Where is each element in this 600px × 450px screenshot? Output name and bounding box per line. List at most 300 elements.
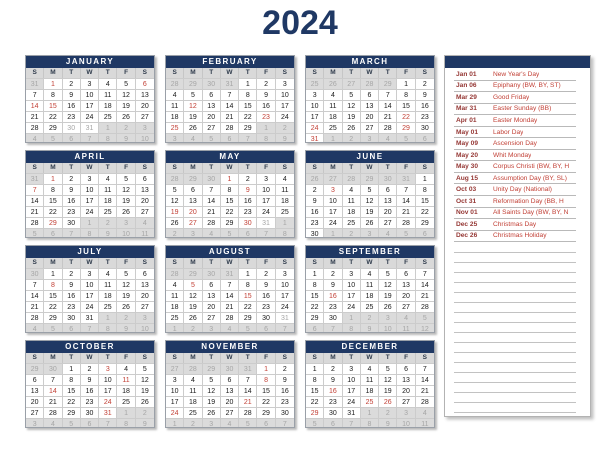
date-cell-adjacent-month: 11: [416, 418, 434, 428]
date-cell: 29: [44, 122, 62, 134]
date-row: [166, 374, 294, 385]
holiday-name: New Year's Day: [493, 70, 540, 78]
weekday-label: S: [422, 164, 428, 171]
holiday-name: Assumption Day (BY, SL): [493, 174, 567, 182]
date-cell: 22: [239, 301, 257, 313]
holiday-row: [454, 115, 576, 127]
date-cell: 20: [136, 100, 154, 112]
holiday-row: [454, 69, 576, 81]
date-cell-adjacent-month: 2: [117, 122, 135, 134]
date-cell-adjacent-month: 4: [379, 133, 397, 143]
weekday-label: S: [166, 258, 184, 268]
date-cell: 16: [63, 100, 81, 112]
date-cell: 16: [416, 100, 434, 112]
date-cell: 10: [324, 195, 342, 207]
month-title: FEBRUARY: [166, 56, 294, 68]
date-cell: 24: [343, 396, 361, 408]
weekday-label: F: [117, 258, 135, 268]
date-cell: 2: [63, 173, 81, 185]
date-cell-adjacent-month: 6: [416, 228, 434, 238]
date-cell: 19: [379, 290, 397, 302]
date-cell: 3: [276, 268, 294, 280]
weekday-header-row: [26, 68, 154, 78]
date-cell: 13: [203, 100, 221, 112]
date-cell: 26: [117, 111, 135, 123]
date-cell-adjacent-month: 9: [361, 323, 379, 333]
date-cell: 5: [136, 363, 154, 375]
date-cell: 17: [166, 396, 184, 408]
date-cell-adjacent-month: 2: [136, 407, 154, 419]
date-cell-adjacent-month: 6: [257, 323, 275, 333]
date-cell-adjacent-month: 9: [136, 418, 154, 428]
date-cell: 6: [136, 268, 154, 280]
date-cell: 7: [221, 89, 239, 101]
date-cell: 9: [276, 374, 294, 386]
date-cell: 12: [117, 184, 135, 196]
date-cell: 21: [26, 301, 44, 313]
date-row: [166, 290, 294, 301]
date-row: [166, 268, 294, 279]
date-cell: 11: [184, 385, 202, 397]
date-cell-adjacent-month: 29: [379, 78, 397, 90]
holiday-name: Christmas Day: [493, 220, 537, 228]
date-cell: 4: [343, 184, 361, 196]
date-cell-adjacent-month: 9: [117, 323, 135, 333]
date-cell-adjacent-month: 29: [184, 268, 202, 280]
date-cell-adjacent-month: 7: [276, 323, 294, 333]
date-cell: 23: [257, 301, 275, 313]
date-cell: 14: [239, 385, 257, 397]
weekday-label: S: [26, 163, 44, 173]
blank-rule-line: [454, 253, 576, 263]
date-cell: 4: [184, 374, 202, 386]
date-cell-holiday: 24: [99, 396, 117, 408]
date-cell-adjacent-month: 7: [63, 228, 81, 238]
weekday-label: S: [306, 68, 324, 78]
date-cell-adjacent-month: 2: [343, 228, 361, 238]
date-cell-holiday: 25: [166, 122, 184, 134]
date-cell-adjacent-month: 11: [397, 323, 415, 333]
date-cell: 4: [361, 268, 379, 280]
date-cell: 8: [306, 279, 324, 291]
month-title: MARCH: [306, 56, 434, 68]
holiday-date: Mar 31: [456, 105, 477, 113]
date-cell-adjacent-month: 2: [117, 312, 135, 324]
date-cell-holiday: 19: [166, 206, 184, 218]
weekday-label: F: [397, 163, 415, 173]
weekday-label: W: [221, 68, 239, 78]
date-row: [306, 89, 434, 100]
weekday-label: S: [422, 354, 428, 361]
date-cell-holiday: 6: [136, 78, 154, 90]
date-cell-adjacent-month: 2: [184, 418, 202, 428]
date-cell: 20: [136, 290, 154, 302]
date-cell: 2: [257, 78, 275, 90]
month-title: JANUARY: [26, 56, 154, 68]
weekday-label: S: [166, 353, 184, 363]
month-title: JUNE: [306, 151, 434, 163]
date-row: [306, 184, 434, 195]
date-cell: 16: [63, 195, 81, 207]
date-cell: 17: [276, 100, 294, 112]
date-cell: 23: [81, 396, 99, 408]
date-cell: 14: [416, 374, 434, 386]
date-cell: 28: [221, 312, 239, 324]
date-cell: 7: [239, 374, 257, 386]
date-cell: 10: [276, 89, 294, 101]
date-cell-adjacent-month: 5: [26, 228, 44, 238]
weekday-label: T: [239, 163, 257, 173]
weekday-label: W: [81, 353, 99, 363]
date-cell: 27: [26, 407, 44, 419]
weekday-header-row: [306, 353, 434, 363]
date-row: [306, 312, 434, 323]
date-cell: 23: [416, 111, 434, 123]
year-title: 2024: [262, 4, 338, 42]
holiday-name: Whit Monday: [493, 151, 532, 159]
date-cell: 1: [306, 363, 324, 375]
date-row: [26, 290, 154, 301]
date-cell-adjacent-month: 5: [63, 418, 81, 428]
date-cell-adjacent-month: 27: [324, 173, 342, 185]
date-cell: 11: [361, 279, 379, 291]
date-cell-adjacent-month: 1: [343, 312, 361, 324]
date-cell-adjacent-month: 5: [397, 228, 415, 238]
date-cell: 9: [324, 374, 342, 386]
date-cell-adjacent-month: 5: [306, 418, 324, 428]
date-cell: 26: [184, 312, 202, 324]
date-cell: 5: [166, 184, 184, 196]
date-cell: 22: [44, 301, 62, 313]
date-cell: 28: [203, 217, 221, 229]
weekday-label: S: [166, 68, 184, 78]
date-cell: 30: [276, 407, 294, 419]
date-cell-adjacent-month: 6: [416, 133, 434, 143]
date-cell-adjacent-month: 29: [184, 78, 202, 90]
date-cell-adjacent-month: 4: [416, 407, 434, 419]
date-cell: 2: [239, 173, 257, 185]
date-cell: 29: [63, 407, 81, 419]
month-september: [305, 245, 435, 333]
date-cell: 21: [416, 385, 434, 397]
date-cell: 31: [81, 312, 99, 324]
blank-rule-line: [454, 363, 576, 373]
date-cell-adjacent-month: 4: [221, 323, 239, 333]
holiday-name: Christmas Holiday: [493, 232, 547, 240]
date-cell-adjacent-month: 9: [99, 228, 117, 238]
blank-rule-line: [454, 323, 576, 333]
weekday-label: F: [397, 68, 415, 78]
date-cell: 12: [379, 374, 397, 386]
date-row: [166, 133, 294, 143]
date-cell: 20: [361, 111, 379, 123]
weekday-header-row: [26, 258, 154, 268]
date-cell: 26: [184, 122, 202, 134]
holiday-name: Reformation Day (BB, H: [493, 197, 564, 205]
date-row: [306, 195, 434, 206]
date-cell: 15: [44, 195, 62, 207]
holiday-name: Unity Day (National): [493, 186, 552, 194]
holiday-name: Good Friday: [493, 93, 530, 101]
date-row: [26, 407, 154, 418]
date-cell: 16: [63, 290, 81, 302]
date-cell: 28: [397, 217, 415, 229]
date-cell-adjacent-month: 8: [343, 323, 361, 333]
date-row: [306, 206, 434, 217]
holiday-name: Epiphany (BW, BY, ST): [493, 82, 561, 90]
month-june: [305, 150, 435, 238]
date-cell: 24: [81, 301, 99, 313]
holiday-name: All Saints Day (BW, BY, N: [493, 209, 569, 217]
weekday-label: S: [166, 163, 184, 173]
date-cell: 10: [343, 279, 361, 291]
weekday-label: W: [221, 163, 239, 173]
date-cell-holiday: 23: [257, 111, 275, 123]
weekday-label: S: [422, 259, 428, 266]
date-cell: 26: [166, 217, 184, 229]
date-cell: 5: [184, 89, 202, 101]
date-cell: 31: [276, 312, 294, 324]
weekday-label: W: [361, 68, 379, 78]
date-cell: 28: [26, 217, 44, 229]
holiday-date: May 30: [456, 163, 478, 171]
date-cell: 18: [361, 290, 379, 302]
date-cell-adjacent-month: 4: [26, 133, 44, 143]
date-cell: 1: [239, 78, 257, 90]
date-cell: 8: [397, 89, 415, 101]
date-cell-adjacent-month: 10: [379, 323, 397, 333]
weekday-label: T: [63, 258, 81, 268]
date-cell: 22: [257, 396, 275, 408]
date-cell-holiday: 26: [379, 396, 397, 408]
date-row: [306, 374, 434, 385]
date-cell-adjacent-month: 7: [239, 133, 257, 143]
date-cell: 4: [117, 363, 135, 375]
date-row: [166, 184, 294, 195]
date-cell-adjacent-month: 3: [184, 228, 202, 238]
date-row: [166, 228, 294, 238]
date-cell: 2: [81, 363, 99, 375]
date-cell-holiday: 29: [44, 217, 62, 229]
date-cell: 10: [81, 89, 99, 101]
date-cell-adjacent-month: 1: [99, 122, 117, 134]
blank-rule-line: [454, 273, 576, 283]
date-cell-adjacent-month: 31: [221, 78, 239, 90]
date-cell-adjacent-month: 6: [257, 418, 275, 428]
holiday-row: [454, 150, 576, 162]
weekday-label: S: [26, 68, 44, 78]
date-row: [306, 133, 434, 143]
date-cell: 19: [379, 385, 397, 397]
month-november: [165, 340, 295, 428]
holiday-panel-header: [445, 56, 590, 68]
date-cell-adjacent-month: 1: [81, 217, 99, 229]
weekday-label: T: [343, 353, 361, 363]
date-row: [166, 206, 294, 217]
date-cell: 17: [99, 385, 117, 397]
date-cell: 2: [257, 268, 275, 280]
date-cell-adjacent-month: 31: [397, 173, 415, 185]
date-cell: 3: [306, 89, 324, 101]
date-cell: 25: [184, 407, 202, 419]
date-cell-adjacent-month: 30: [26, 268, 44, 280]
date-cell: 25: [166, 312, 184, 324]
date-cell: 12: [117, 279, 135, 291]
date-cell: 9: [63, 89, 81, 101]
weekday-label: T: [99, 258, 117, 268]
holiday-date: Dec 26: [456, 232, 478, 240]
date-cell: 28: [416, 396, 434, 408]
holiday-date: Jan 01: [456, 70, 477, 78]
date-cell: 15: [221, 195, 239, 207]
date-cell-adjacent-month: 30: [379, 173, 397, 185]
date-cell: 24: [257, 206, 275, 218]
weekday-label: T: [343, 258, 361, 268]
blank-rule-line: [454, 383, 576, 393]
date-row: [26, 173, 154, 184]
date-cell: 9: [306, 195, 324, 207]
date-cell-holiday: 21: [239, 396, 257, 408]
month-title: OCTOBER: [26, 341, 154, 353]
date-cell: 6: [221, 374, 239, 386]
date-cell: 20: [203, 301, 221, 313]
date-cell: 6: [203, 89, 221, 101]
date-cell: 7: [26, 89, 44, 101]
date-cell-adjacent-month: 12: [416, 323, 434, 333]
date-row: [26, 312, 154, 323]
date-cell: 27: [136, 206, 154, 218]
weekday-header-row: [166, 163, 294, 173]
holiday-date: Jan 06: [456, 82, 477, 90]
weekday-label: S: [26, 258, 44, 268]
weekday-label: W: [221, 353, 239, 363]
date-cell: 15: [63, 385, 81, 397]
date-cell: 27: [397, 396, 415, 408]
holiday-row: [454, 219, 576, 231]
date-cell-adjacent-month: 7: [343, 418, 361, 428]
date-row: [306, 385, 434, 396]
weekday-header-row: [166, 258, 294, 268]
blank-rule-line: [454, 333, 576, 343]
date-cell: 1: [306, 268, 324, 280]
weekday-label: F: [397, 258, 415, 268]
date-cell: 9: [81, 374, 99, 386]
date-cell: 12: [361, 195, 379, 207]
weekday-label: F: [117, 163, 135, 173]
date-cell: 6: [136, 173, 154, 185]
date-row: [306, 279, 434, 290]
weekday-label: S: [306, 258, 324, 268]
weekday-header-row: [306, 163, 434, 173]
date-cell: 30: [81, 407, 99, 419]
date-row: [26, 228, 154, 238]
date-cell: 6: [184, 184, 202, 196]
date-cell: 7: [44, 374, 62, 386]
date-cell-adjacent-month: 5: [203, 133, 221, 143]
date-row: [26, 323, 154, 333]
date-cell-holiday: 14: [26, 100, 44, 112]
month-title: APRIL: [26, 151, 154, 163]
date-cell-adjacent-month: 31: [26, 173, 44, 185]
date-cell-adjacent-month: 25: [306, 78, 324, 90]
date-cell-adjacent-month: 1: [276, 217, 294, 229]
date-cell: 6: [379, 184, 397, 196]
date-cell: 22: [239, 111, 257, 123]
weekday-label: W: [81, 163, 99, 173]
date-cell: 6: [397, 268, 415, 280]
date-cell-holiday: 15: [44, 100, 62, 112]
date-cell: 2: [63, 78, 81, 90]
weekday-label: M: [184, 68, 202, 78]
date-cell: 23: [324, 301, 342, 313]
holiday-date: Apr 01: [456, 116, 477, 124]
date-cell-holiday: 8: [44, 279, 62, 291]
date-cell-holiday: 25: [361, 396, 379, 408]
date-cell: 28: [44, 407, 62, 419]
date-row: [26, 217, 154, 228]
date-cell-adjacent-month: 7: [324, 323, 342, 333]
date-cell: 11: [361, 374, 379, 386]
date-cell: 2: [63, 268, 81, 280]
date-row: [166, 396, 294, 407]
date-cell-holiday: 24: [166, 407, 184, 419]
holiday-date: May 20: [456, 151, 478, 159]
date-cell: 23: [276, 396, 294, 408]
date-row: [26, 385, 154, 396]
date-cell: 8: [44, 89, 62, 101]
date-cell: 13: [203, 290, 221, 302]
date-cell: 5: [343, 89, 361, 101]
month-march: [305, 55, 435, 143]
holiday-row: [454, 104, 576, 116]
date-cell: 14: [416, 279, 434, 291]
weekday-label: S: [422, 69, 428, 76]
blank-rule-line: [454, 293, 576, 303]
date-cell: 17: [343, 385, 361, 397]
weekday-label: T: [99, 163, 117, 173]
date-cell: 27: [361, 122, 379, 134]
date-row: [166, 100, 294, 111]
weekday-label: T: [63, 163, 81, 173]
date-cell-adjacent-month: 26: [306, 173, 324, 185]
date-row: [306, 217, 434, 228]
date-cell: 20: [26, 396, 44, 408]
date-cell-adjacent-month: 5: [44, 323, 62, 333]
holiday-row: [454, 81, 576, 93]
date-cell: 27: [379, 217, 397, 229]
date-cell-adjacent-month: 1: [99, 312, 117, 324]
blank-rule-line: [454, 353, 576, 363]
date-cell-holiday: 1: [221, 173, 239, 185]
weekday-label: S: [282, 259, 288, 266]
date-cell-adjacent-month: 4: [379, 228, 397, 238]
weekday-label: S: [282, 354, 288, 361]
holiday-row: [454, 231, 576, 243]
weekday-label: T: [99, 68, 117, 78]
date-cell: 11: [99, 89, 117, 101]
date-row: [166, 418, 294, 428]
date-cell-adjacent-month: 28: [361, 78, 379, 90]
date-cell: 3: [343, 363, 361, 375]
weekday-label: S: [306, 163, 324, 173]
date-cell: 11: [324, 100, 342, 112]
date-cell: 14: [203, 195, 221, 207]
date-row: [166, 122, 294, 133]
date-cell: 27: [203, 312, 221, 324]
date-cell: 19: [117, 290, 135, 302]
blank-rule-line: [454, 373, 576, 383]
date-cell-adjacent-month: 5: [44, 133, 62, 143]
